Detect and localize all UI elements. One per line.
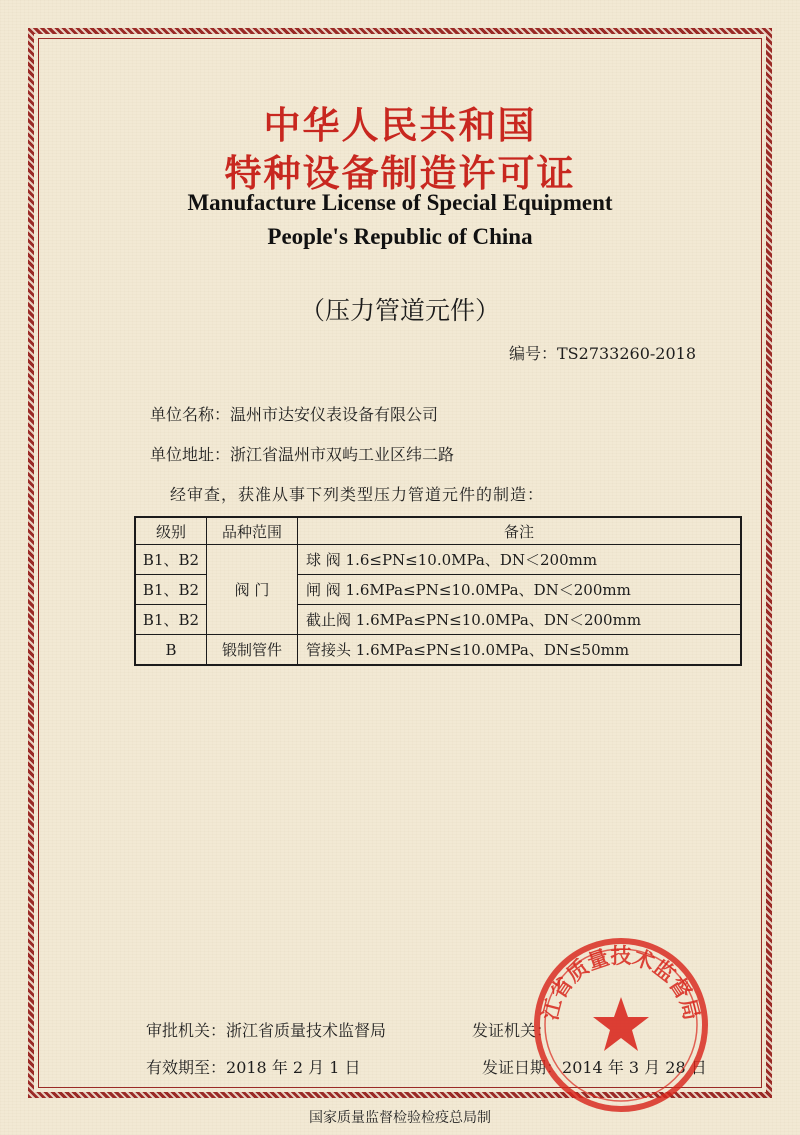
issuing-authority-label: 发证机关： [472,1021,553,1040]
company-name-row [150,402,438,425]
approval-authority-label: 审批机关： [146,1021,227,1040]
approval-authority-row [146,1018,386,1041]
cell-note: 闸 阀 1.6MPa≤PN≤10.0MPa、DN＜200mm [298,575,742,605]
cell-category: 阀 门 [207,545,298,635]
title-en-line2: People's Republic of China [267,224,533,249]
category-table [134,516,742,666]
company-address-label: 单位地址： [150,445,231,464]
title-en-line1: Manufacture License of Special Equipment [187,190,613,215]
cell-level: B1、B2 [135,605,207,635]
header-note: 备注 [298,517,742,545]
approval-authority-value: 浙江省质量技术监督局 [226,1021,387,1040]
cell-level: B [135,635,207,666]
company-address-row [150,442,454,465]
cell-level: B1、B2 [135,575,207,605]
cell-note: 球 阀 1.6≤PN≤10.0MPa、DN＜200mm [298,545,742,575]
company-name-label: 单位名称： [150,405,231,424]
official-seal-icon [531,935,711,1115]
issue-date-label: 发证日期： [482,1058,563,1077]
cell-note: 截止阀 1.6MPa≤PN≤10.0MPa、DN＜200mm [298,605,742,635]
company-address-value: 浙江省温州市双屿工业区纬二路 [230,445,455,464]
issue-date-value: 2014 年 3 月 28 日 [562,1058,707,1077]
license-number: 编号：TS2733260-2018 [509,344,697,363]
valid-until-row [146,1055,361,1078]
cell-category: 锻制管件 [207,635,298,666]
approval-statement: 经审查，获准从事下列类型压力管道元件的制造： [170,485,545,504]
company-name-value: 温州市达安仪表设备有限公司 [230,405,439,424]
footer-issuer: 国家质量监督检验检疫总局制 [309,1110,491,1126]
cell-level: B1、B2 [135,545,207,575]
table-row [135,635,741,666]
cell-note: 管接头 1.6MPa≤PN≤10.0MPa、DN≤50mm [298,635,742,666]
table-row [135,545,741,575]
subtitle: （压力管道元件） [299,296,500,325]
header-category: 品种范围 [207,517,298,545]
title-cn-line2: 特种设备制造许可证 [224,152,576,195]
header-level: 级别 [135,517,207,545]
valid-until-label: 有效期至： [146,1058,227,1077]
table-header-row [135,517,741,545]
title-cn-line1: 中华人民共和国 [263,104,537,147]
seal-text: 江省质量技术监督局 [538,944,704,1023]
valid-until-value: 2018 年 2 月 1 日 [226,1058,361,1077]
